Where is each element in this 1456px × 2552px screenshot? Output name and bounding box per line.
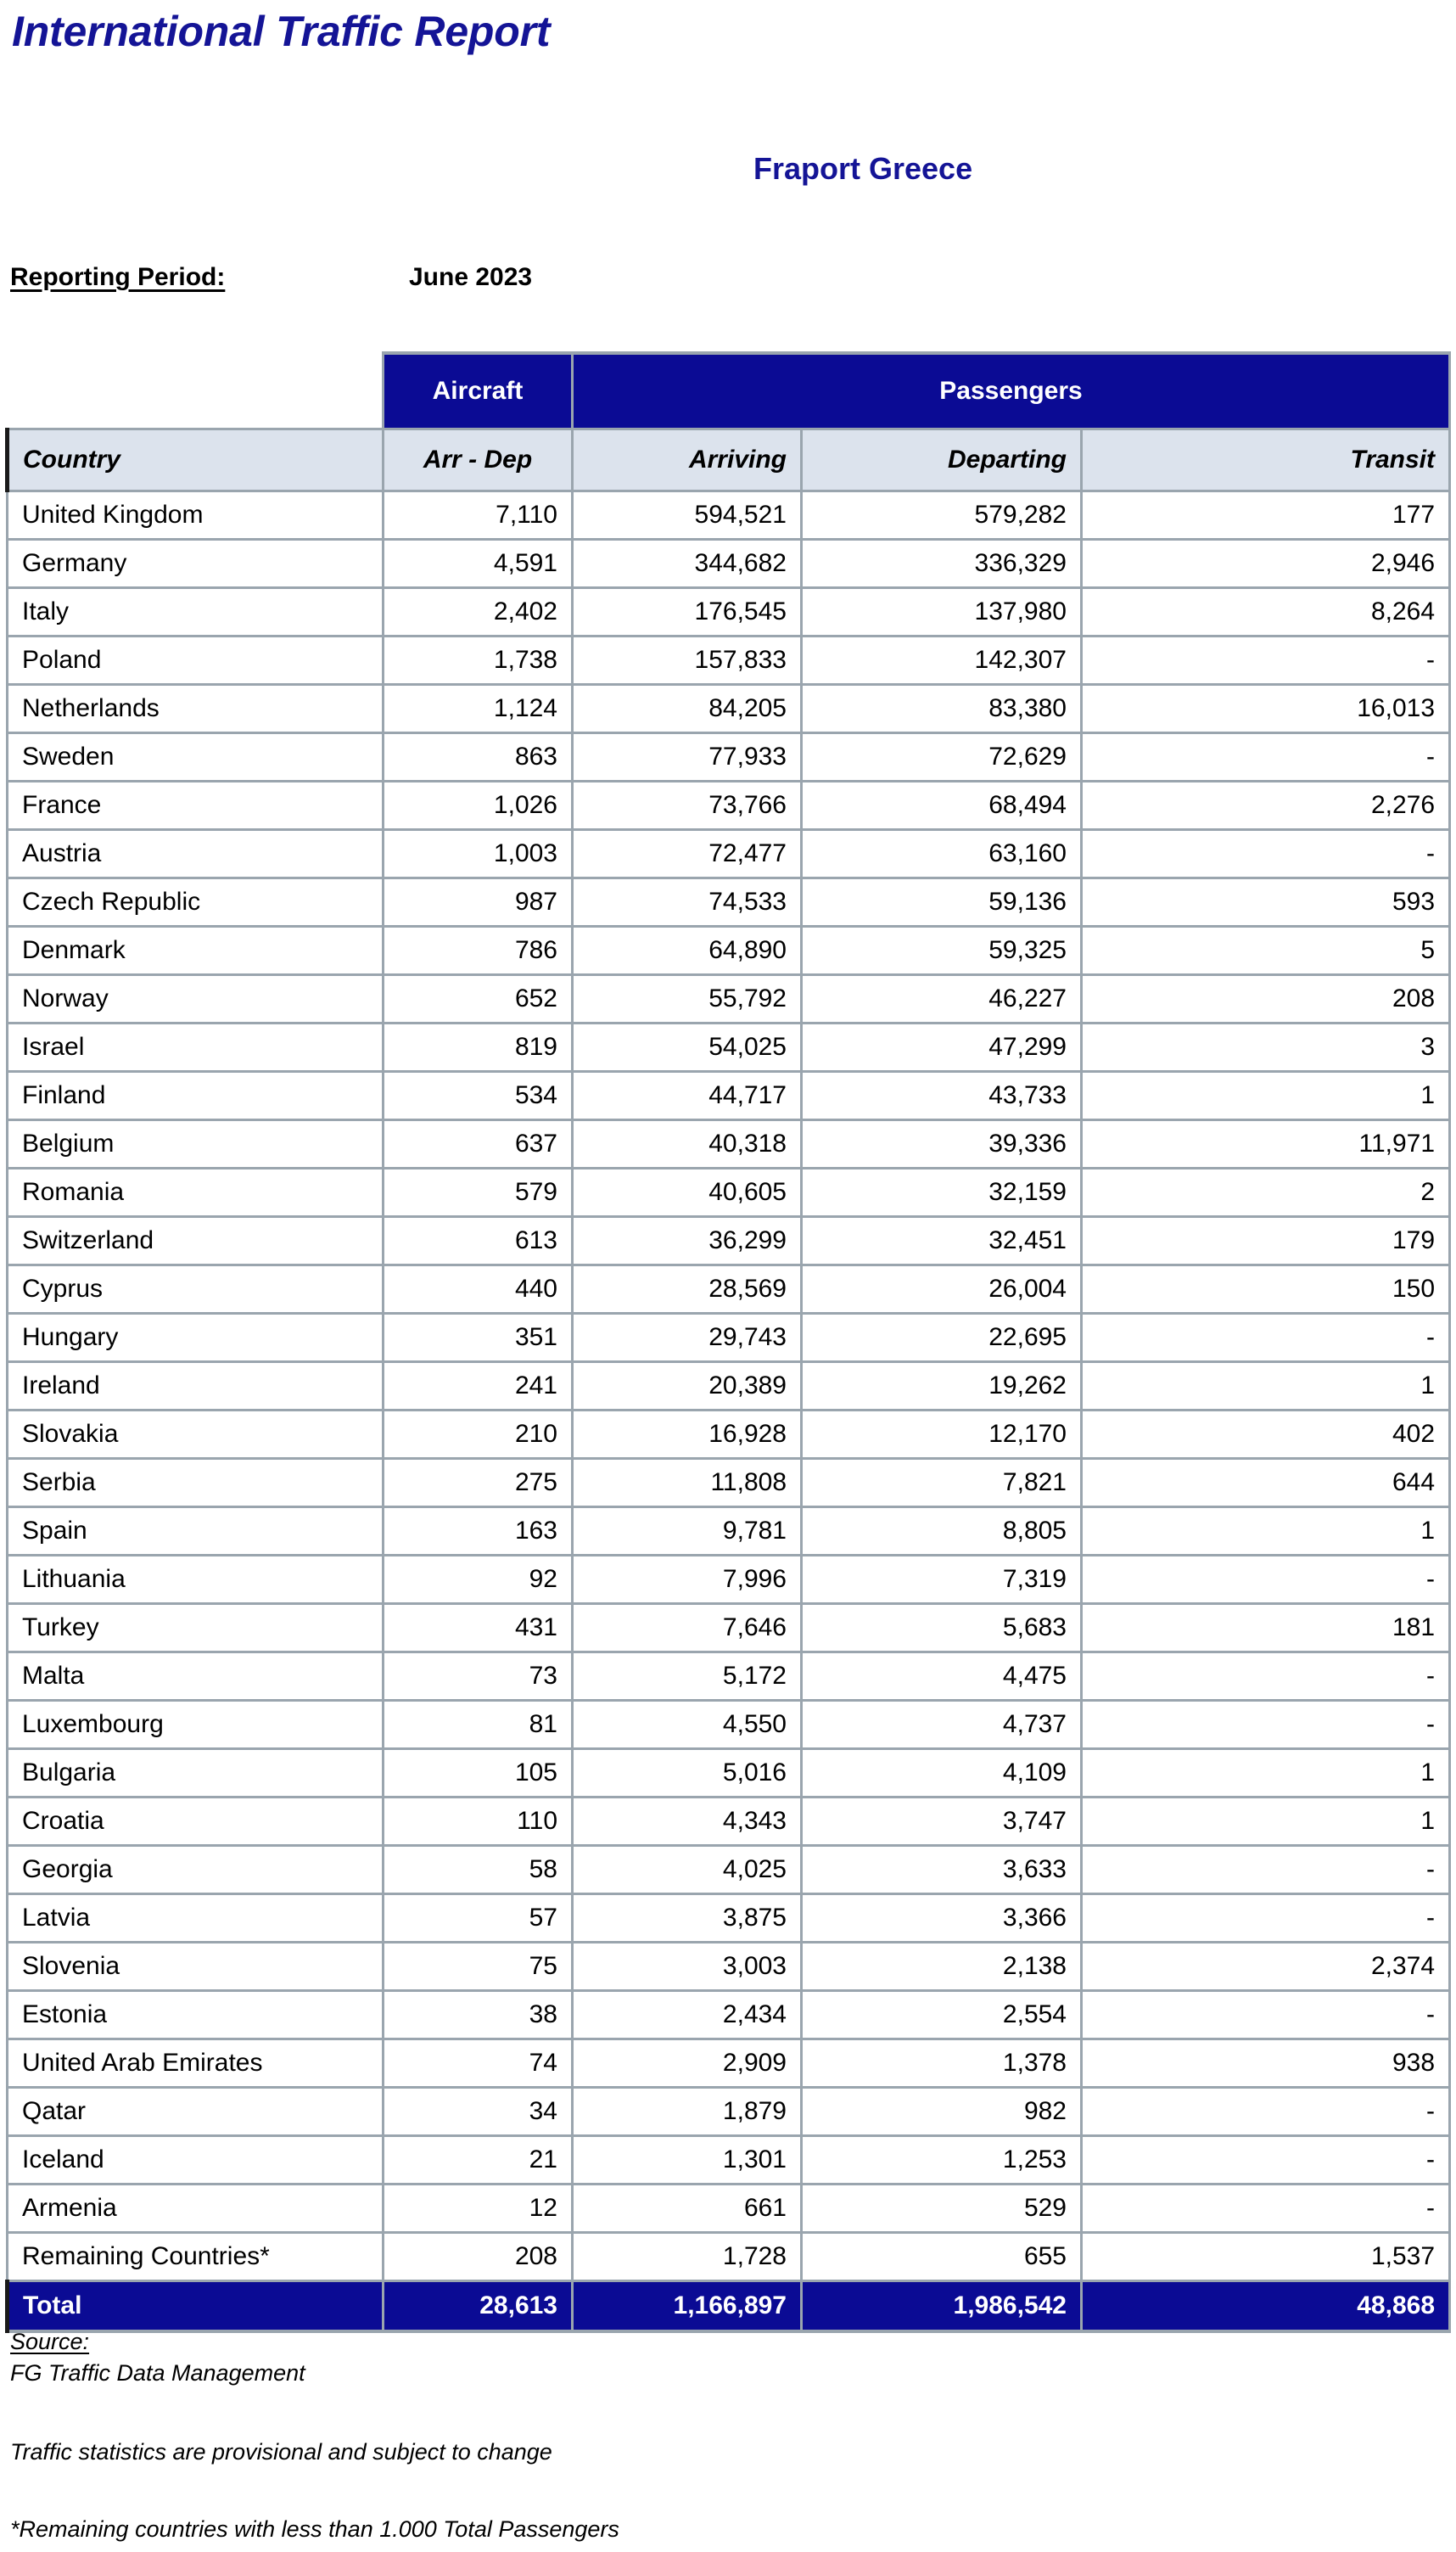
table-row [8,1652,1450,1701]
row-arriving: 344,682 [573,540,802,588]
row-arr-dep: 210 [384,1411,573,1459]
row-transit: 181 [1082,1604,1450,1652]
row-arriving: 84,205 [573,685,802,733]
row-transit: - [1082,2088,1450,2136]
row-country: Spain [8,1507,384,1556]
row-transit: 16,013 [1082,685,1450,733]
row-arriving: 36,299 [573,1217,802,1265]
table-row [8,2136,1450,2185]
row-transit: 938 [1082,2039,1450,2088]
table-row [8,1943,1450,1991]
table-row [8,2088,1450,2136]
row-arriving: 28,569 [573,1265,802,1314]
table-row [8,1556,1450,1604]
table-row [8,2233,1450,2281]
row-country: Romania [8,1169,384,1217]
row-transit: 3 [1082,1024,1450,1072]
table-row [8,685,1450,733]
row-transit: 1 [1082,1072,1450,1120]
row-country: Poland [8,637,384,685]
row-transit: 11,971 [1082,1120,1450,1169]
row-arr-dep: 637 [384,1120,573,1169]
row-arr-dep: 351 [384,1314,573,1362]
row-country: Serbia [8,1459,384,1507]
row-country: United Kingdom [8,491,384,540]
table-row [8,1362,1450,1411]
row-departing: 1,253 [802,2136,1082,2185]
table-row [8,1072,1450,1120]
row-transit: - [1082,1314,1450,1362]
table-foot [8,2281,1450,2332]
row-country: Iceland [8,2136,384,2185]
row-arriving: 44,717 [573,1072,802,1120]
table-row [8,1894,1450,1943]
table-row [8,927,1450,975]
row-departing: 32,451 [802,1217,1082,1265]
row-arr-dep: 38 [384,1991,573,2039]
row-arriving: 3,875 [573,1894,802,1943]
row-arriving: 74,533 [573,878,802,927]
row-arr-dep: 819 [384,1024,573,1072]
row-transit: - [1082,1894,1450,1943]
row-country: Belgium [8,1120,384,1169]
reporting-period-label: Reporting Period: [10,263,226,291]
row-arr-dep: 81 [384,1701,573,1749]
row-arriving: 77,933 [573,733,802,782]
row-country: United Arab Emirates [8,2039,384,2088]
row-departing: 336,329 [802,540,1082,588]
total-label: Total [8,2281,384,2332]
row-departing: 22,695 [802,1314,1082,1362]
row-arriving: 29,743 [573,1314,802,1362]
row-country: Estonia [8,1991,384,2039]
traffic-table [5,351,1451,2333]
row-arr-dep: 579 [384,1169,573,1217]
group-header-aircraft: Aircraft [384,353,573,429]
row-departing: 7,319 [802,1556,1082,1604]
row-departing: 1,378 [802,2039,1082,2088]
row-transit: 2,946 [1082,540,1450,588]
remaining-countries-note: *Remaining countries with less than 1.000 Total Passengers [10,2516,619,2542]
row-departing: 137,980 [802,588,1082,637]
table-row [8,1846,1450,1894]
row-country: Armenia [8,2185,384,2233]
table-row [8,1314,1450,1362]
table-head [8,353,1450,491]
row-arriving: 1,879 [573,2088,802,2136]
table-row [8,1749,1450,1798]
table-row [8,1507,1450,1556]
row-country: Turkey [8,1604,384,1652]
row-country: Israel [8,1024,384,1072]
table-row [8,540,1450,588]
row-departing: 39,336 [802,1120,1082,1169]
provisional-note: Traffic statistics are provisional and subject to change [10,2439,552,2465]
table-row [8,1991,1450,2039]
row-arriving: 54,025 [573,1024,802,1072]
row-arriving: 4,343 [573,1798,802,1846]
row-country: Sweden [8,733,384,782]
row-transit: 644 [1082,1459,1450,1507]
row-departing: 5,683 [802,1604,1082,1652]
row-departing: 12,170 [802,1411,1082,1459]
row-country: Cyprus [8,1265,384,1314]
table-row [8,637,1450,685]
row-country: Croatia [8,1798,384,1846]
row-departing: 68,494 [802,782,1082,830]
row-departing: 4,737 [802,1701,1082,1749]
page-title: International Traffic Report [12,8,551,55]
row-country: Czech Republic [8,878,384,927]
row-country: Lithuania [8,1556,384,1604]
total-aircraft: 28,613 [384,2281,573,2332]
row-departing: 4,475 [802,1652,1082,1701]
row-arr-dep: 1,003 [384,830,573,878]
row-arriving: 5,016 [573,1749,802,1798]
table-row [8,588,1450,637]
row-arr-dep: 241 [384,1362,573,1411]
row-departing: 26,004 [802,1265,1082,1314]
row-transit: - [1082,2185,1450,2233]
column-header-arr-dep[interactable]: Arr - Dep [384,429,573,491]
column-header-row [8,429,1450,491]
row-arr-dep: 73 [384,1652,573,1701]
row-arr-dep: 275 [384,1459,573,1507]
row-departing: 19,262 [802,1362,1082,1411]
row-departing: 72,629 [802,733,1082,782]
row-country: Netherlands [8,685,384,733]
row-transit: - [1082,1846,1450,1894]
row-arr-dep: 652 [384,975,573,1024]
row-departing: 83,380 [802,685,1082,733]
row-transit: 1,537 [1082,2233,1450,2281]
row-arriving: 4,550 [573,1701,802,1749]
row-country: Bulgaria [8,1749,384,1798]
row-transit: - [1082,830,1450,878]
row-country: Georgia [8,1846,384,1894]
row-arr-dep: 440 [384,1265,573,1314]
row-transit: 208 [1082,975,1450,1024]
row-arriving: 11,808 [573,1459,802,1507]
row-arr-dep: 786 [384,927,573,975]
traffic-table-container [5,351,1448,2333]
row-departing: 59,325 [802,927,1082,975]
column-header-country[interactable]: Country [8,429,384,491]
row-transit: 2,374 [1082,1943,1450,1991]
row-arriving: 64,890 [573,927,802,975]
source-value: FG Traffic Data Management [10,2360,305,2386]
row-arr-dep: 4,591 [384,540,573,588]
row-arriving: 3,003 [573,1943,802,1991]
row-arr-dep: 7,110 [384,491,573,540]
row-arriving: 157,833 [573,637,802,685]
row-departing: 579,282 [802,491,1082,540]
table-row [8,1024,1450,1072]
row-arr-dep: 57 [384,1894,573,1943]
row-departing: 7,821 [802,1459,1082,1507]
row-transit: - [1082,1652,1450,1701]
table-row [8,1798,1450,1846]
table-body [8,491,1450,2281]
row-transit: 1 [1082,1749,1450,1798]
row-departing: 3,366 [802,1894,1082,1943]
row-country: Austria [8,830,384,878]
row-arr-dep: 105 [384,1749,573,1798]
row-transit: - [1082,733,1450,782]
row-departing: 59,136 [802,878,1082,927]
row-arriving: 594,521 [573,491,802,540]
row-arr-dep: 75 [384,1943,573,1991]
table-row [8,878,1450,927]
group-header-spacer [8,353,384,429]
row-country: Slovenia [8,1943,384,1991]
table-row [8,1604,1450,1652]
table-row [8,1169,1450,1217]
row-arriving: 1,728 [573,2233,802,2281]
row-transit: - [1082,1701,1450,1749]
row-arr-dep: 863 [384,733,573,782]
table-row [8,830,1450,878]
total-arriving: 1,166,897 [573,2281,802,2332]
row-transit: 8,264 [1082,588,1450,637]
row-transit: 1 [1082,1362,1450,1411]
row-arr-dep: 163 [384,1507,573,1556]
row-arr-dep: 21 [384,2136,573,2185]
row-departing: 3,747 [802,1798,1082,1846]
row-transit: 1 [1082,1798,1450,1846]
table-row [8,2039,1450,2088]
row-arr-dep: 2,402 [384,588,573,637]
row-arriving: 5,172 [573,1652,802,1701]
row-departing: 2,554 [802,1991,1082,2039]
row-country: Malta [8,1652,384,1701]
row-country: Finland [8,1072,384,1120]
reporting-period-value: June 2023 [409,263,533,291]
row-country: Norway [8,975,384,1024]
row-arriving: 661 [573,2185,802,2233]
row-arriving: 55,792 [573,975,802,1024]
source-label: Source: [10,2329,90,2354]
row-country: Luxembourg [8,1701,384,1749]
row-country: Ireland [8,1362,384,1411]
row-departing: 655 [802,2233,1082,2281]
row-arr-dep: 92 [384,1556,573,1604]
group-header-row [8,353,1450,429]
group-header-passengers: Passengers [573,353,1450,429]
row-arriving: 4,025 [573,1846,802,1894]
row-arriving: 72,477 [573,830,802,878]
row-transit: 150 [1082,1265,1450,1314]
table-row [8,1120,1450,1169]
row-country: Latvia [8,1894,384,1943]
row-transit: 1 [1082,1507,1450,1556]
table-row [8,1459,1450,1507]
row-transit: 5 [1082,927,1450,975]
row-arr-dep: 110 [384,1798,573,1846]
row-arr-dep: 74 [384,2039,573,2088]
table-row [8,2185,1450,2233]
row-arr-dep: 431 [384,1604,573,1652]
row-arriving: 7,646 [573,1604,802,1652]
row-country: Switzerland [8,1217,384,1265]
row-departing: 142,307 [802,637,1082,685]
row-transit: 179 [1082,1217,1450,1265]
row-transit: 177 [1082,491,1450,540]
table-row [8,733,1450,782]
row-transit: - [1082,1556,1450,1604]
row-transit: - [1082,1991,1450,2039]
row-transit: 593 [1082,878,1450,927]
row-country: Hungary [8,1314,384,1362]
table-row [8,1265,1450,1314]
row-departing: 4,109 [802,1749,1082,1798]
row-departing: 63,160 [802,830,1082,878]
row-arr-dep: 1,026 [384,782,573,830]
table-row [8,975,1450,1024]
row-arriving: 9,781 [573,1507,802,1556]
table-row [8,1217,1450,1265]
table-row [8,1411,1450,1459]
row-country: Germany [8,540,384,588]
row-arriving: 40,318 [573,1120,802,1169]
row-arriving: 16,928 [573,1411,802,1459]
row-departing: 43,733 [802,1072,1082,1120]
row-country: Remaining Countries* [8,2233,384,2281]
column-header-transit[interactable]: Transit [1082,429,1450,491]
row-arriving: 7,996 [573,1556,802,1604]
row-arriving: 73,766 [573,782,802,830]
row-country: Denmark [8,927,384,975]
row-departing: 32,159 [802,1169,1082,1217]
row-country: Slovakia [8,1411,384,1459]
row-country: Qatar [8,2088,384,2136]
row-arriving: 2,909 [573,2039,802,2088]
row-arr-dep: 1,738 [384,637,573,685]
row-arr-dep: 534 [384,1072,573,1120]
row-transit: - [1082,637,1450,685]
row-country: France [8,782,384,830]
row-arriving: 2,434 [573,1991,802,2039]
row-arr-dep: 1,124 [384,685,573,733]
row-arr-dep: 613 [384,1217,573,1265]
row-arr-dep: 34 [384,2088,573,2136]
total-departing: 1,986,542 [802,2281,1082,2332]
row-departing: 8,805 [802,1507,1082,1556]
footer [10,2329,1198,2543]
row-departing: 46,227 [802,975,1082,1024]
row-transit: 2 [1082,1169,1450,1217]
table-row [8,782,1450,830]
row-arr-dep: 58 [384,1846,573,1894]
row-departing: 529 [802,2185,1082,2233]
row-arriving: 176,545 [573,588,802,637]
column-header-arriving[interactable]: Arriving [573,429,802,491]
row-arriving: 20,389 [573,1362,802,1411]
row-transit: 402 [1082,1411,1450,1459]
row-transit: 2,276 [1082,782,1450,830]
row-transit: - [1082,2136,1450,2185]
row-arriving: 1,301 [573,2136,802,2185]
table-row [8,1701,1450,1749]
row-arr-dep: 987 [384,878,573,927]
row-arr-dep: 12 [384,2185,573,2233]
row-departing: 982 [802,2088,1082,2136]
total-row [8,2281,1450,2332]
row-country: Italy [8,588,384,637]
row-departing: 47,299 [802,1024,1082,1072]
row-arriving: 40,605 [573,1169,802,1217]
report-subtitle: Fraport Greece [753,151,973,186]
row-departing: 3,633 [802,1846,1082,1894]
table-row [8,491,1450,540]
column-header-departing[interactable]: Departing [802,429,1082,491]
total-transit: 48,868 [1082,2281,1450,2332]
row-departing: 2,138 [802,1943,1082,1991]
row-arr-dep: 208 [384,2233,573,2281]
